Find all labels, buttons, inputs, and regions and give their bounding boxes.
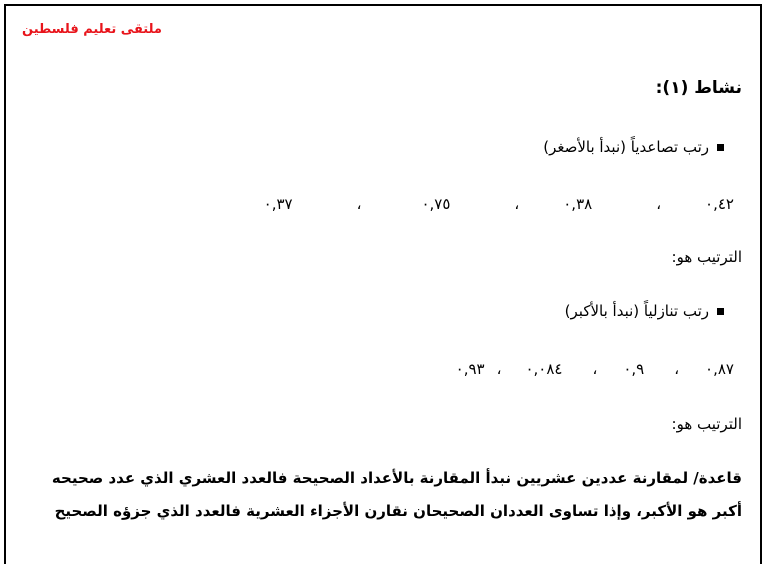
descending-instruction <box>565 302 724 320</box>
number-value: ٠,٩٣ <box>455 360 485 378</box>
number-value: ٠,٣٨ <box>563 195 593 213</box>
number-value: ٠,٤٢ <box>705 195 734 213</box>
descending-numbers-row <box>456 360 734 378</box>
number-separator: ، <box>496 360 502 378</box>
order-label: الترتيب هو: <box>671 248 742 266</box>
rule-line: أكبر هو الأكبر، وإذا تساوى العددان الصحيحان نقارن الأجزاء العشرية فالعدد الذي جزؤه الصحيح <box>54 502 742 520</box>
rule-line: قاعدة/ لمقارنة عددين عشريين نبدأ المقارنة بالأعداد الصحيحة فالعدد العشري الذي عدد صحيحه <box>51 469 742 487</box>
number-value: ٠,٧٥ <box>421 195 451 213</box>
number-separator: ، <box>514 195 520 213</box>
ascending-numbers-row <box>264 195 734 213</box>
number-value: ٠,٠٨٤ <box>525 360 563 378</box>
order-label: الترتيب هو: <box>671 415 742 433</box>
number-separator: ، <box>656 195 662 213</box>
number-value: ٠,٩ <box>623 360 645 378</box>
ascending-instruction-text: رتب تصاعدياً (نبدأ بالأصغر) <box>543 138 709 156</box>
number-separator: ، <box>674 360 680 378</box>
bullet-square-icon <box>717 308 724 315</box>
header-title: ملتقى تعليم فلسطين <box>22 22 162 37</box>
bullet-square-icon <box>717 144 724 151</box>
number-value: ٠,٨٧ <box>705 360 734 378</box>
number-separator: ، <box>356 195 362 213</box>
activity-title: نشاط (١): <box>655 78 742 98</box>
number-separator: ، <box>592 360 598 378</box>
rule-paragraph <box>26 462 742 528</box>
descending-instruction-text: رتب تنازلياً (نبدأ بالأكبر) <box>564 302 709 320</box>
ascending-instruction <box>543 138 724 156</box>
number-value: ٠,٣٧ <box>263 195 293 213</box>
